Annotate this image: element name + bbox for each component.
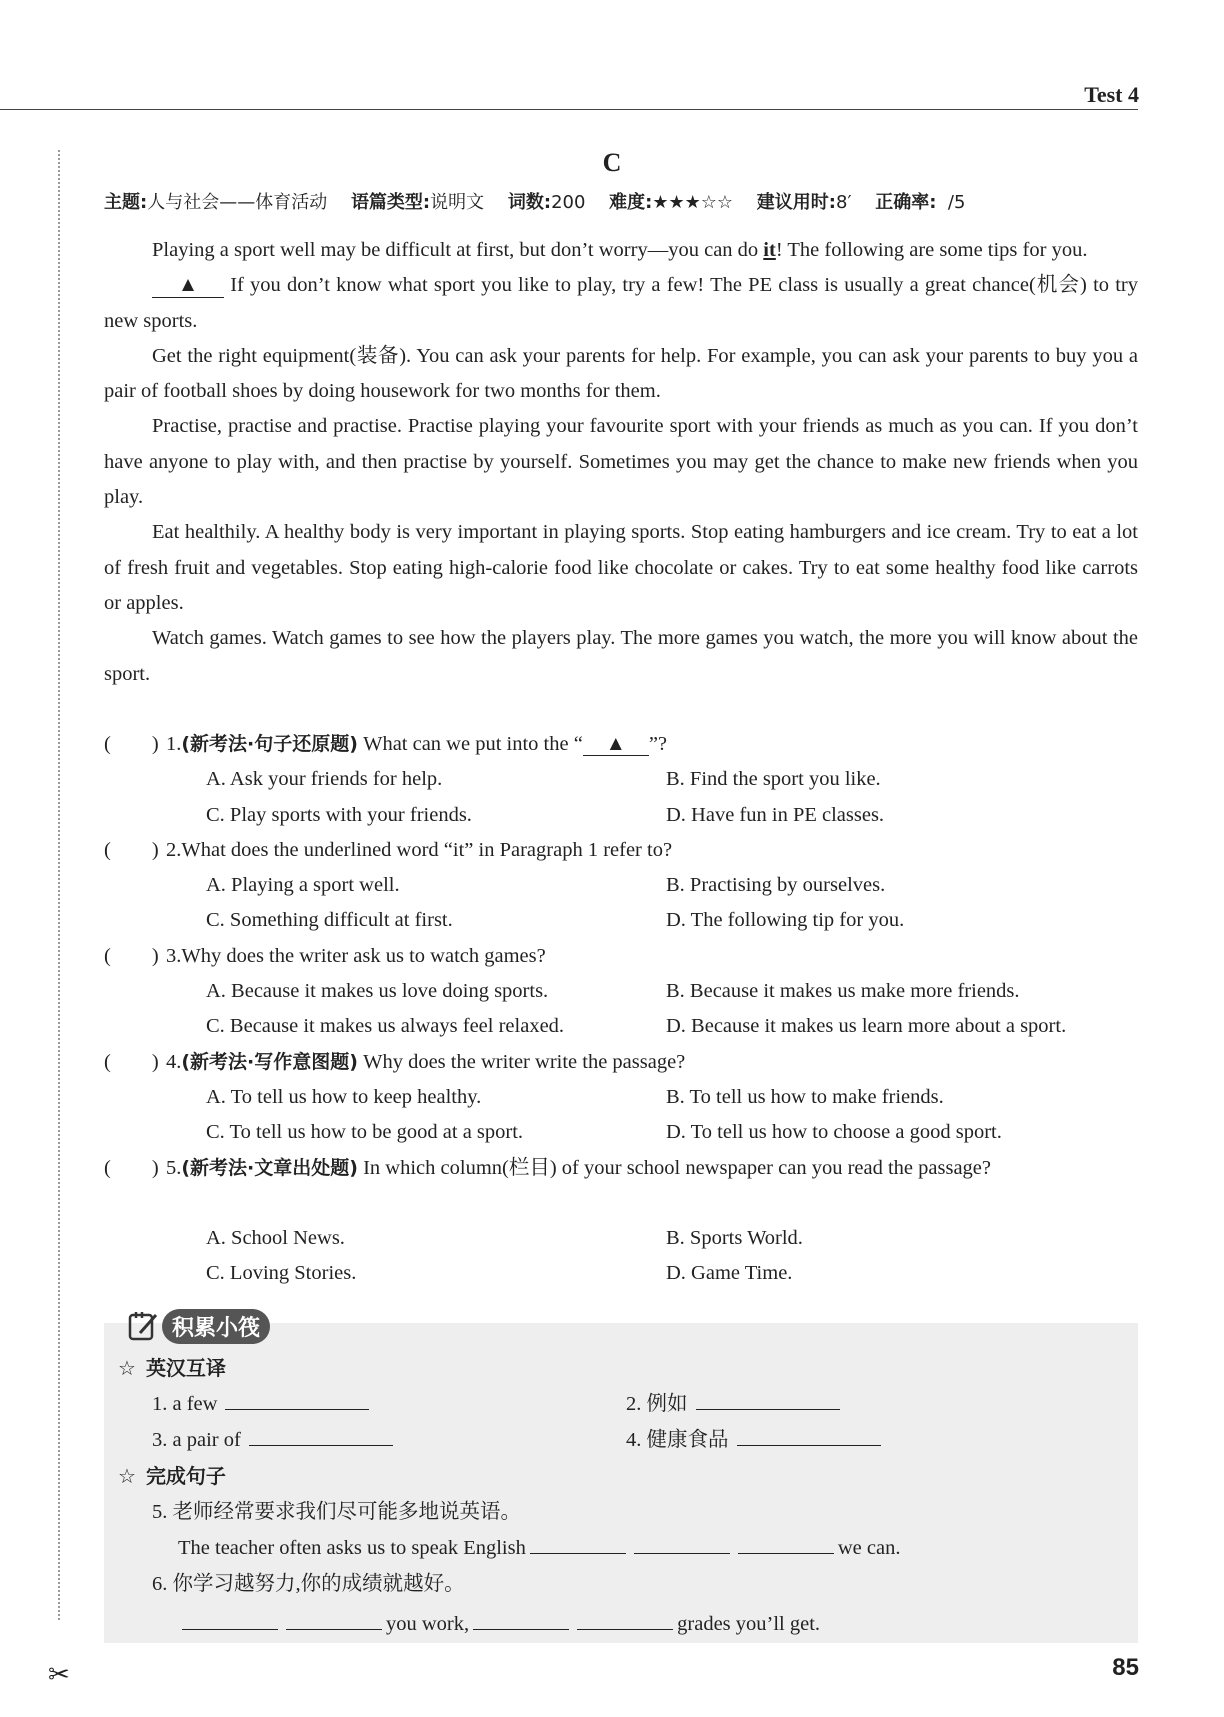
paragraph-6: Watch games. Watch games to see how the players play. The more games you watch, the more you will know about the sport. bbox=[104, 627, 1138, 685]
answer-paren[interactable]: ( ) bbox=[104, 1050, 159, 1073]
sentence-5-en: The teacher often asks us to speak English we can. bbox=[178, 1530, 900, 1566]
option-a[interactable]: A. Ask your friends for help. bbox=[206, 768, 443, 791]
answer-line[interactable] bbox=[696, 1389, 840, 1410]
question-tag: (新考法·写作意图题) bbox=[181, 1050, 358, 1073]
paragraph-2: ▲ If you don’t know what sport you like to play, try a few! The PE class is usually a great chance(机会) to try new sports. bbox=[104, 274, 1138, 332]
option-b[interactable]: B. Sports World. bbox=[666, 1227, 803, 1250]
section-complete: ☆ 完成句子 bbox=[118, 1464, 226, 1488]
option-b[interactable]: B. To tell us how to make friends. bbox=[666, 1085, 944, 1108]
option-c[interactable]: C. Because it makes us always feel relaxed. bbox=[206, 1015, 565, 1038]
page-number: 85 bbox=[1112, 1654, 1139, 1681]
question-5: ( ) 5.(新考法·文章出处题) In which column(栏目) of your school newspaper can you read the passage? A. School News. B. Sports World. C. Loving Stories. D. Game Time. bbox=[104, 1151, 1138, 1292]
notes-content bbox=[118, 1350, 1118, 1642]
sentence-6-cn: 6. 你学习越努力,你的成绩就越好。 bbox=[152, 1573, 465, 1595]
option-b[interactable]: B. Find the sport you like. bbox=[666, 768, 881, 791]
option-d[interactable]: D. Have fun in PE classes. bbox=[666, 803, 885, 826]
option-d[interactable]: D. Game Time. bbox=[666, 1262, 793, 1285]
question-1: ( ) 1.(新考法·句子还原题) What can we put into the “ ▲ ”? A. Ask your friends for help. B. Find the sport you like. C. Play sports with your friends. D. Have fun in PE classes. bbox=[104, 727, 1138, 833]
answer-line[interactable] bbox=[286, 1609, 382, 1630]
answer-paren[interactable]: ( ) bbox=[104, 1156, 159, 1179]
answer-line[interactable] bbox=[530, 1533, 626, 1554]
answer-line[interactable] bbox=[577, 1609, 673, 1630]
option-d[interactable]: D. The following tip for you. bbox=[666, 909, 905, 932]
star-icon: ☆ bbox=[118, 1464, 136, 1488]
star-icon: ☆ bbox=[118, 1356, 136, 1380]
translate-item-4: 4. 健康食品 bbox=[626, 1422, 881, 1458]
option-b[interactable]: B. Practising by ourselves. bbox=[666, 874, 886, 897]
questions bbox=[104, 727, 1138, 1292]
option-c[interactable]: C. Loving Stories. bbox=[206, 1262, 357, 1285]
translate-item-2: 2. 例如 bbox=[626, 1386, 840, 1422]
test-label: Test 4 bbox=[1084, 82, 1139, 107]
scissors-icon: ✂ bbox=[48, 1660, 70, 1690]
answer-line[interactable] bbox=[634, 1533, 730, 1554]
answer-paren[interactable]: ( ) bbox=[104, 838, 159, 861]
option-a[interactable]: A. School News. bbox=[206, 1227, 345, 1250]
option-d[interactable]: D. To tell us how to choose a good sport. bbox=[666, 1121, 1002, 1144]
answer-line[interactable] bbox=[249, 1425, 393, 1446]
translate-item-3: 3. a pair of bbox=[152, 1422, 393, 1458]
answer-paren[interactable]: ( ) bbox=[104, 944, 159, 967]
answer-line[interactable] bbox=[182, 1609, 278, 1630]
passage-blank: ▲ bbox=[152, 273, 224, 298]
question-3: ( ) 3.Why does the writer ask us to watch games? A. Because it makes us love doing sports. B. Because it makes us make more friends. C. Because it makes us always feel relaxed. D. Because it makes us learn more about a sport. bbox=[104, 939, 1138, 1045]
answer-line[interactable] bbox=[473, 1609, 569, 1630]
underlined-word: it bbox=[763, 239, 776, 261]
section-translate: ☆ 英汉互译 bbox=[118, 1356, 226, 1380]
answer-paren[interactable]: ( ) bbox=[104, 733, 159, 755]
translate-item-1: 1. a few bbox=[152, 1386, 369, 1422]
notepad-pen-icon bbox=[126, 1309, 160, 1343]
reading-passage bbox=[104, 233, 1138, 692]
passage-meta: 主题:人与社会——体育活动 语篇类型:说明文 词数:200 难度:★★★☆☆ 建议用时:8′ 正确率: /5 bbox=[104, 192, 966, 213]
paragraph-4: Practise, practise and practise. Practise playing your favourite sport with your friends as much as you can. If you don’t have anyone to play with, and then practise by yourself. Sometimes you may get the chance to make new friends when you play. bbox=[104, 415, 1138, 509]
option-b[interactable]: B. Because it makes us make more friends. bbox=[666, 980, 1020, 1003]
sentence-6-en: you work, grades you’ll get. bbox=[178, 1606, 820, 1642]
answer-line[interactable] bbox=[225, 1389, 369, 1410]
section-title: C bbox=[602, 148, 622, 177]
cut-line bbox=[58, 150, 60, 1620]
answer-line[interactable] bbox=[738, 1533, 834, 1554]
notes-badge bbox=[126, 1308, 270, 1344]
question-4: ( ) 4.(新考法·写作意图题) Why does the writer write the passage? A. To tell us how to keep healthy. B. To tell us how to make friends. C. To tell us how to be good at a sport. D. To tell us how to choose a good sport. bbox=[104, 1045, 1138, 1151]
option-c[interactable]: C. To tell us how to be good at a sport. bbox=[206, 1121, 524, 1144]
answer-line[interactable] bbox=[737, 1425, 881, 1446]
option-a[interactable]: A. Playing a sport well. bbox=[206, 874, 400, 897]
paragraph-5: Eat healthily. A healthy body is very important in playing sports. Stop eating hamburgers and ice cream. Try to eat a lot of fresh fruit and vegetables. Stop eating high-calorie food like chocolate or cakes. Try to eat some healthy food like carrots or apples. bbox=[104, 521, 1138, 614]
header-rule bbox=[0, 109, 1138, 110]
question-tag: (新考法·文章出处题) bbox=[181, 1156, 358, 1179]
sentence-5-cn: 5. 老师经常要求我们尽可能多地说英语。 bbox=[152, 1501, 521, 1523]
option-d[interactable]: D. Because it makes us learn more about a sport. bbox=[666, 1015, 1067, 1038]
question-tag: (新考法·句子还原题) bbox=[181, 733, 358, 755]
question-2: ( ) 2.What does the underlined word “it” in Paragraph 1 refer to? A. Playing a sport well. B. Practising by ourselves. C. Something difficult at first. D. The following tip for you. bbox=[104, 833, 1138, 939]
paragraph-1: Playing a sport well may be difficult at first, but don’t worry—you can do it! The following are some tips for you. bbox=[152, 239, 1088, 261]
option-a[interactable]: A. To tell us how to keep healthy. bbox=[206, 1085, 482, 1108]
option-a[interactable]: A. Because it makes us love doing sports. bbox=[206, 980, 549, 1003]
paragraph-3: Get the right equipment(装备). You can ask your parents for help. For example, you can ask your parents to buy you a pair of football shoes by doing housework for two months for them. bbox=[104, 344, 1138, 403]
option-c[interactable]: C. Play sports with your friends. bbox=[206, 803, 472, 826]
option-c[interactable]: C. Something difficult at first. bbox=[206, 909, 453, 932]
badge-label: 积累小筏 bbox=[162, 1309, 270, 1344]
